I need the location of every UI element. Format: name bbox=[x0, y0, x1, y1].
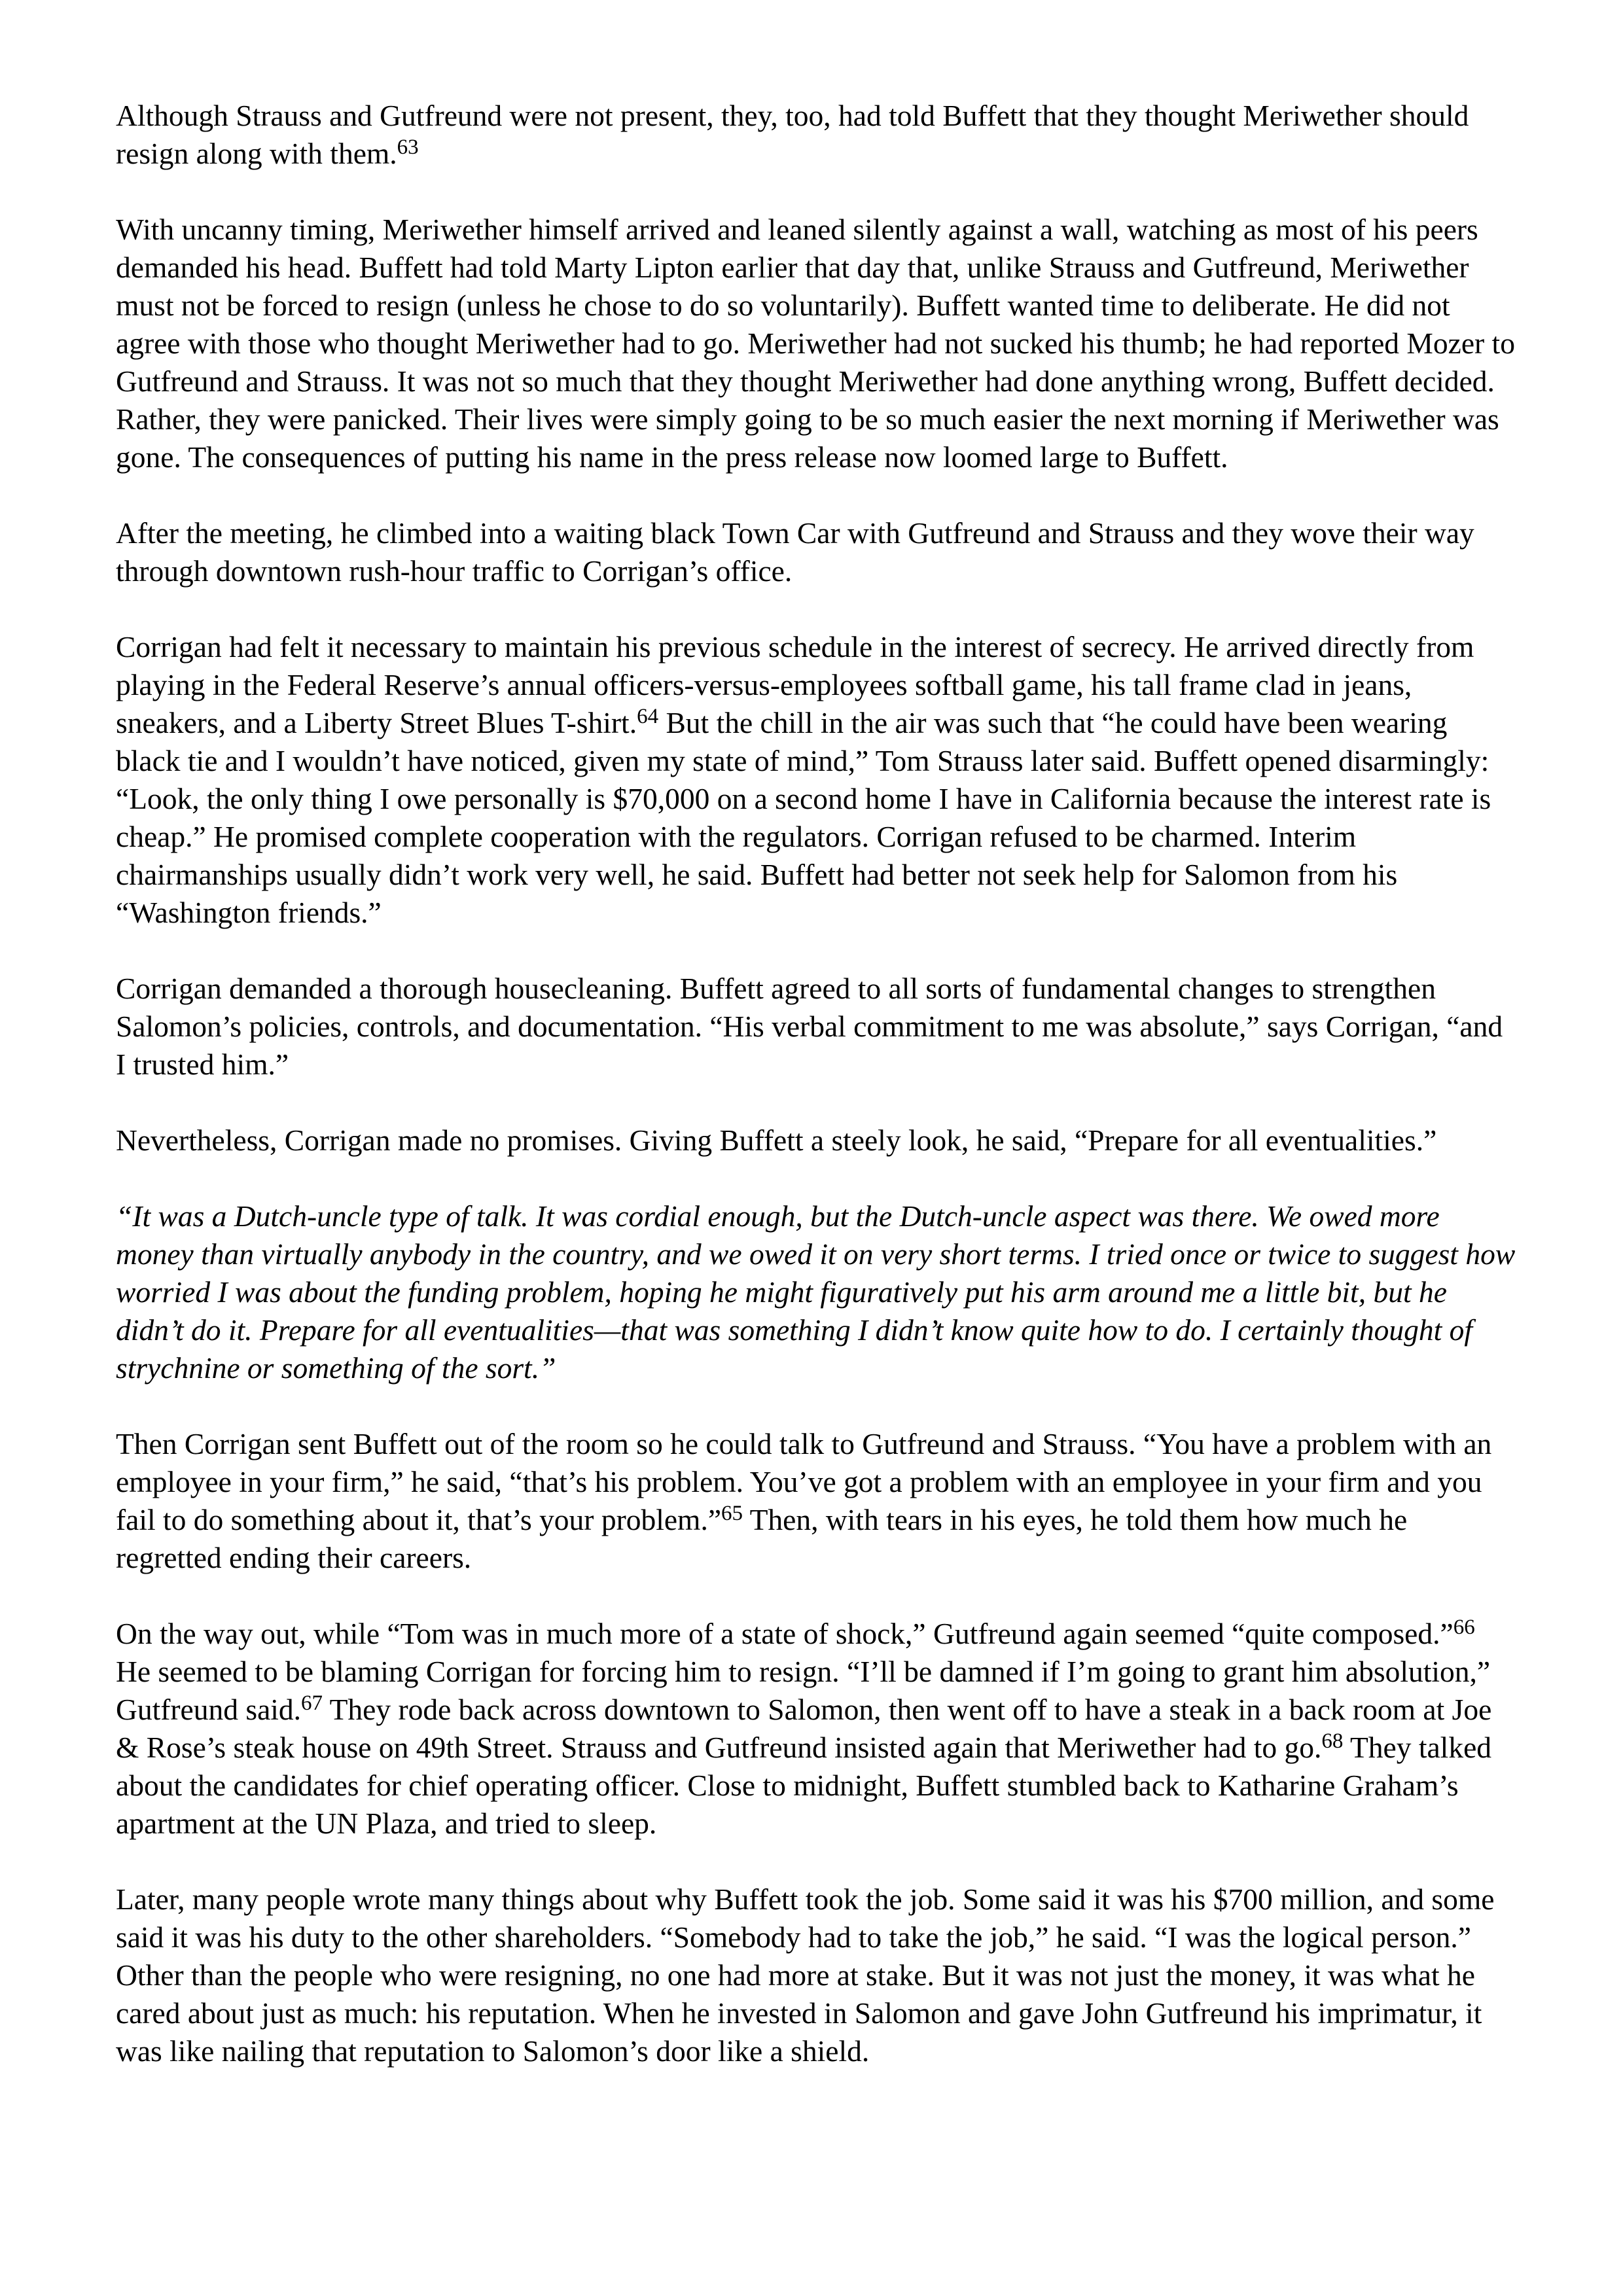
footnote-marker: 65 bbox=[721, 1502, 743, 1525]
text-run: After the meeting, he climbed into a waiting black Town Car with Gutfreund and Strauss and they wove their way through downtown rush-hour traffic to Corrigan’s office. bbox=[116, 516, 1474, 588]
text-run: Then, with tears in his eyes, he told them how much he regretted ending their careers. bbox=[116, 1503, 1408, 1574]
text-run: They rode back across downtown to Salomon, then went off to have a steak in a back room at Joe & Rose’s steak house on 49th Street. Strauss and Gutfreund insisted again that Meriwether had to go. bbox=[116, 1693, 1492, 1764]
body-paragraph bbox=[116, 628, 1516, 932]
body-paragraph bbox=[116, 1881, 1516, 2070]
body-paragraph bbox=[116, 970, 1516, 1084]
text-run: Corrigan had felt it necessary to maintain his previous schedule in the interest of secrecy. He arrived directly from playing in the Federal Reserve’s annual officers-versus-employees softball game, his tall frame clad in jeans, sneakers, and a Liberty Street Blues T-shirt. bbox=[116, 630, 1474, 739]
document-page bbox=[116, 97, 1516, 2108]
text-run: But the chill in the air was such that “he could have been wearing black tie and I wouldn’t have noticed, given my state of mind,” Tom Strauss later said. Buffett opened disarmingly: “Look, the only thing I owe personally is $70,000 on a second home I have in California because the interest rate is cheap.” He promised complete cooperation with the regulators. Corrigan refused to be charmed. Interim chairmanships usually didn’t work very well, he said. Buffett had better not seek help for Salomon from his “Washington friends.” bbox=[116, 706, 1491, 929]
body-paragraph bbox=[116, 1425, 1516, 1577]
quote-paragraph bbox=[116, 1197, 1516, 1387]
footnote-marker: 64 bbox=[637, 705, 659, 728]
text-run: With uncanny timing, Meriwether himself arrived and leaned silently against a wall, watching as most of his peers demanded his head. Buffett had told Marty Lipton earlier that day that, unlike Strauss and Gutfreund, Meriwether must not be forced to resign (unless he chose to do so voluntarily). Buffett wanted time to deliberate. He did not agree with those who thought Meriwether had to go. Meriwether had not sucked his thumb; he had reported Mozer to Gutfreund and Strauss. It was not so much that they thought Meriwether had done anything wrong, Buffett decided. Rather, they were panicked. Their lives were simply going to be so much easier the next morning if Meriwether was gone. The consequences of putting his name in the press release now loomed large to Buffett. bbox=[116, 213, 1515, 474]
text-run: They talked about the candidates for chief operating officer. Close to midnight, Buffett stumbled back to Katharine Graham’s apartment at the UN Plaza, and tried to sleep. bbox=[116, 1731, 1492, 1840]
footnote-marker: 68 bbox=[1321, 1729, 1344, 1753]
text-run: Corrigan demanded a thorough housecleaning. Buffett agreed to all sorts of fundamental changes to strengthen Salomon’s policies, controls, and documentation. “His verbal commitment to me was absolute,” says Corrigan, “and I trusted him.” bbox=[116, 972, 1503, 1081]
text-run: He seemed to be blaming Corrigan for forcing him to resign. “I’ll be damned if I’m going to grant him absolution,” Gutfreund said. bbox=[116, 1655, 1491, 1726]
footnote-marker: 67 bbox=[301, 1691, 323, 1715]
body-paragraph bbox=[116, 97, 1516, 173]
body-paragraph bbox=[116, 514, 1516, 590]
text-run: On the way out, while “Tom was in much more of a state of shock,” Gutfreund again seemed “quite composed.” bbox=[116, 1617, 1454, 1650]
footnote-marker: 66 bbox=[1453, 1616, 1475, 1639]
text-run: Nevertheless, Corrigan made no promises. Giving Buffett a steely look, he said, “Prepare for all eventualities.” bbox=[116, 1123, 1437, 1157]
text-run: “It was a Dutch-uncle type of talk. It was cordial enough, but the Dutch-uncle aspect was there. We owed more money than virtually anybody in the country, and we owed it on very short terms. I tried once or twice to suggest how worried I was about the funding problem, hoping he might figuratively put his arm around me a little bit, but he didn’t do it. Prepare for all eventualities—that was something I didn’t know quite how to do. I certainly thought of strychnine or something of the sort.” bbox=[116, 1199, 1516, 1385]
body-paragraph bbox=[116, 1122, 1516, 1159]
text-run: Although Strauss and Gutfreund were not present, they, too, had told Buffett that they thought Meriwether should resign along with them. bbox=[116, 99, 1469, 170]
body-paragraph bbox=[116, 211, 1516, 476]
text-run: Later, many people wrote many things about why Buffett took the job. Some said it was his $700 million, and some said it was his duty to the other shareholders. “Somebody had to take the job,” he said. “I was the logical person.” Other than the people who were resigning, no one had more at stake. But it was not just the money, it was what he cared about just as much: his reputation. When he invested in Salomon and gave John Gutfreund his imprimatur, it was like nailing that reputation to Salomon’s door like a shield. bbox=[116, 1882, 1495, 2068]
body-paragraph bbox=[116, 1615, 1516, 1843]
text-run: Then Corrigan sent Buffett out of the room so he could talk to Gutfreund and Strauss. “You have a problem with an employee in your firm,” he said, “that’s his problem. You’ve got a problem with an employee in your firm and you fail to do something about it, that’s your problem.” bbox=[116, 1427, 1492, 1536]
footnote-marker: 63 bbox=[397, 135, 419, 159]
